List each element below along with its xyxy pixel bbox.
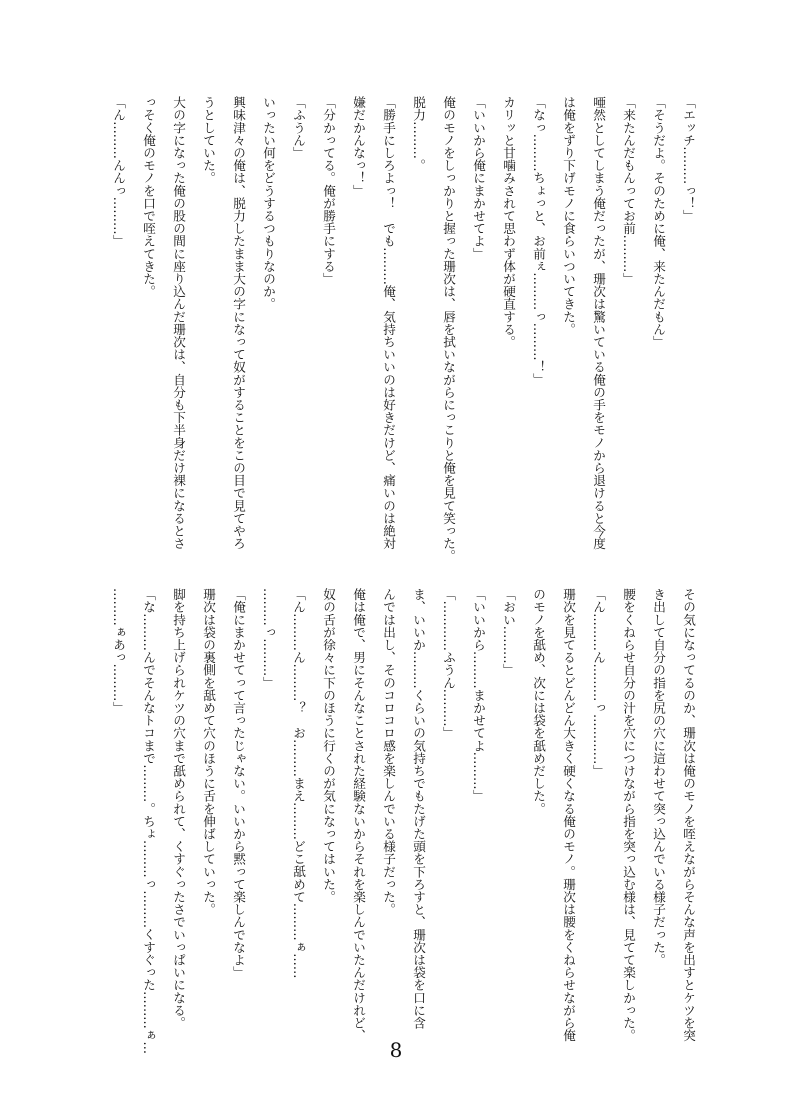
text-line: 「いいから………まかせてよ………」 (471, 588, 486, 803)
text-line: 「いいから俺にまかせてよ」 (471, 96, 486, 260)
text-line: 嫌だかんなっ！」 (351, 96, 366, 197)
text-line: 「ん………ん………？ お………まえ………どこ舐めて………ぁ…… (291, 588, 306, 979)
text-line: 珊次を見てるとどんどん大きく硬くなる俺のモノ。珊次は腰をくねらせながら俺 (561, 588, 576, 1042)
text-line: 「な………んでそんなトコまで………。ちょ………っ………くすぐった………ぁ… (141, 588, 156, 1055)
text-line: は俺をずり下げモノに食らいついてきた。 (561, 96, 576, 336)
page-number: 8 (389, 1038, 403, 1062)
text-line: 「そうだよ。そのために俺、来たんだもん」 (651, 96, 666, 348)
text-line: 珊次は袋の裏側を舐めて穴のほうに舌を伸ばしていった。 (201, 588, 216, 916)
text-line: 大の字になった俺の股の間に座り込んだ珊次は、自分も下半身だけ裸になるとさ (171, 96, 186, 550)
text-line: 「ふうん」 (291, 96, 306, 159)
text-line: ま、いいか………くらいの気持ちでもたげた頭を下ろすと、珊次は袋を口に含 (411, 588, 426, 1029)
upper-text-block (103, 96, 703, 571)
text-line: 「俺にまかせてって言ったじゃない。いいから黙って楽しんでなよ」 (231, 588, 246, 979)
text-line: いったい何をどうするつもりなのか。 (261, 96, 276, 311)
text-line: 興味津々の俺は、脱力したまま大の字になって奴がすることをこの目で見てやろ (231, 96, 246, 550)
text-line: 「エッチ………っ！」 (681, 96, 696, 222)
text-line: 「なっ………ちょっと、お前ぇ………っ………！」 (531, 96, 546, 386)
text-line: ………ぁあっ………」 (111, 588, 126, 714)
text-line: 「…………ふうん………」 (441, 588, 456, 740)
text-line: カリッと甘噛みされて思わず体が硬直する。 (501, 96, 516, 348)
text-line: 脚を持ち上げられケツの穴まで舐められて、くすぐったさでいっぱいになる。 (171, 588, 186, 1029)
text-line: 「分かってる。俺が勝手にする」 (321, 96, 336, 285)
text-line: 「来たんだもんってお前………」 (621, 96, 636, 285)
text-line: うとしていた。 (201, 96, 216, 185)
lower-text-block (103, 588, 703, 1058)
text-line: き出して自分の指を尻の穴に這わせて突っ込んでいる様子だった。 (651, 588, 666, 966)
text-line: 脱力………。 (411, 96, 426, 172)
text-line: ………っ………」 (261, 588, 276, 689)
text-line: 腰をくねらせ自分の汁を穴につけながら指を突っ込む様は、見てて楽しかった。 (621, 588, 636, 1042)
text-line: 「ん………ん………っ…………」 (591, 588, 606, 777)
text-line: のモノを舐め、次には袋を舐めだした。 (531, 588, 546, 815)
text-line: 「おい………」 (501, 588, 516, 677)
text-line: 俺のモノをしっかりと握った珊次は、唇を拭いながらにっこりと俺を見て笑った。 (441, 96, 456, 563)
text-line: 唖然としてしまう俺だったが、珊次は驚いている俺の手をモノから退けると今度 (591, 96, 606, 550)
text-line: んでは出し、そのコロコロ感を楽しんでいる様子だった。 (381, 588, 396, 916)
text-line: 奴の舌が徐々に下のほうに行くのが気になってはいた。 (321, 588, 336, 903)
text-line: 「勝手にしろよっ！ でも………俺、気持ちいいのは好きだけど、痛いのは絶対 (381, 96, 396, 550)
text-line: その気になってるのか、珊次は俺のモノを咥えながらそんな声を出すとケツを突 (681, 588, 696, 1042)
text-line: 「ん………んんっ………」 (111, 96, 126, 248)
text-line: 俺は俺で、男にそんなことされた経験ないからそれを楽しんでいたんだけれど、 (351, 588, 366, 1042)
text-line: っそく俺のモノを口で咥えてきた。 (141, 96, 156, 298)
